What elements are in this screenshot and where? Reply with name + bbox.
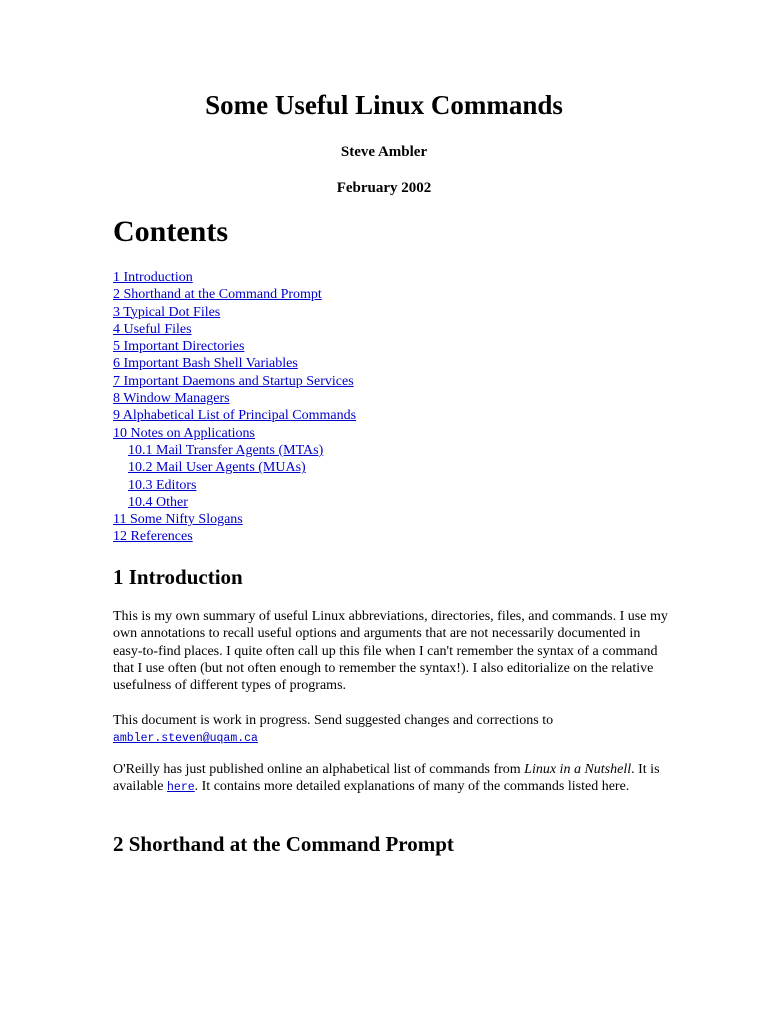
- book-title: Linux in a Nutshell: [524, 762, 632, 777]
- toc-link[interactable]: 10 Notes on Applications: [113, 425, 255, 441]
- intro-paragraph-3-mid: . It is available: [113, 762, 660, 795]
- toc-link[interactable]: 6 Important Bash Shell Variables: [113, 356, 298, 372]
- intro-paragraph-1: This is my own summary of useful Linux abbreviations, directories, files, and commands. I use my own annotations to recall useful options and arguments that are not necessarily documented in easy-to-find places. I quite often call up this file when I can't remember the syntax of a command that I use often (but not often enough to remember the syntax!). I also editorialize on the relative usefulness of different types of programs.: [113, 609, 668, 694]
- toc-link[interactable]: 8 Window Managers: [113, 391, 230, 407]
- intro-paragraph-2-text: This document is work in progress. Send suggested changes and corrections to: [113, 713, 554, 728]
- document-title: Some Useful Linux Commands: [205, 90, 563, 120]
- contents-heading: Contents: [113, 215, 229, 248]
- document-author: Steve Ambler: [340, 144, 428, 160]
- toc-link[interactable]: 10.2 Mail User Agents (MUAs): [128, 460, 306, 476]
- intro-paragraph-2: [113, 712, 673, 748]
- toc-link[interactable]: 3 Typical Dot Files: [113, 304, 221, 320]
- toc-link[interactable]: 1 Introduction: [113, 270, 193, 285]
- document-date: February 2002: [336, 180, 432, 196]
- toc-link[interactable]: 9 Alphabetical List of Principal Commands: [113, 408, 357, 424]
- toc-link[interactable]: 2 Shorthand at the Command Prompt: [113, 287, 322, 303]
- toc-link[interactable]: 5 Important Directories: [113, 339, 245, 355]
- toc-link[interactable]: 10.1 Mail Transfer Agents (MTAs): [128, 442, 324, 458]
- section-heading-introduction: 1 Introduction: [113, 565, 243, 589]
- intro-paragraph-3-post: . It contains more detailed explanations of many of the commands listed here.: [194, 779, 630, 795]
- toc-link[interactable]: 4 Useful Files: [113, 321, 192, 337]
- toc-link[interactable]: 11 Some Nifty Slogans: [113, 512, 243, 528]
- email-link[interactable]: ambler.steven@uqam.ca: [113, 732, 258, 746]
- intro-paragraph-3-pre: O'Reilly has just published online an alphabetical list of commands from: [113, 762, 525, 777]
- toc-link[interactable]: 12 References: [113, 529, 193, 545]
- here-link[interactable]: here: [167, 781, 195, 795]
- toc-link[interactable]: 7 Important Daemons and Startup Services: [113, 373, 354, 389]
- section-heading-shorthand: 2 Shorthand at the Command Prompt: [113, 832, 454, 856]
- toc-link[interactable]: 10.4 Other: [128, 494, 188, 510]
- toc-link[interactable]: 10.3 Editors: [128, 477, 197, 493]
- table-of-contents: [113, 269, 356, 546]
- intro-paragraph-3: [113, 761, 673, 797]
